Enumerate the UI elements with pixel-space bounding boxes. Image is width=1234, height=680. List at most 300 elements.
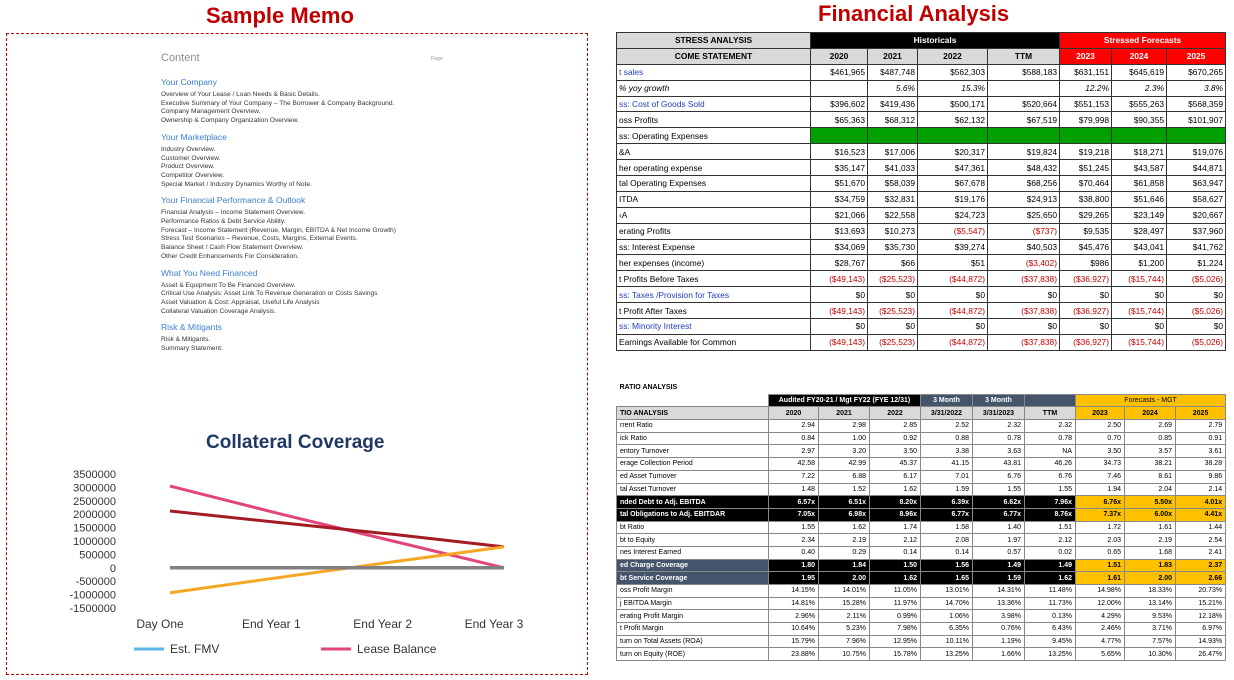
x-tick-label: End Year 3 xyxy=(464,617,524,631)
ratio-cell: 18.33% xyxy=(1125,585,1176,598)
stress-cell: $58,627 xyxy=(1167,191,1226,207)
memo-item: Competitor Overview. xyxy=(161,171,225,179)
stress-cell: $66 xyxy=(868,255,918,271)
stress-row xyxy=(617,160,1226,176)
stress-cell: $0 xyxy=(1167,319,1226,335)
stress-row xyxy=(617,207,1226,223)
stress-row-label: t Profits Before Taxes xyxy=(617,271,811,287)
ratio-cell: 0.99% xyxy=(870,610,921,623)
ratio-title-row xyxy=(617,382,1226,394)
ratio-cell: 0.65 xyxy=(1076,546,1125,559)
stress-cell: $20,667 xyxy=(1167,207,1226,223)
stress-cell: $32,831 xyxy=(868,191,918,207)
ratio-cell: 2.12 xyxy=(1025,534,1076,547)
ratio-cell: 13.01% xyxy=(921,585,973,598)
ratio-row xyxy=(617,445,1226,458)
stress-cell: ($37,838) xyxy=(988,334,1060,350)
stress-cell xyxy=(988,128,1060,144)
y-tick-label: 3500000 xyxy=(73,469,116,481)
stress-cell: ($36,927) xyxy=(1060,271,1112,287)
stress-cell: $28,767 xyxy=(811,255,868,271)
stress-cell: ($15,744) xyxy=(1112,271,1167,287)
ratio-cell: 6.17 xyxy=(870,470,921,483)
stress-cell: $0 xyxy=(1112,287,1167,303)
ratio-cell: 4.01x xyxy=(1176,496,1226,509)
ratio-row xyxy=(617,585,1226,598)
stress-cell: $0 xyxy=(811,287,868,303)
y-tick-label: -1000000 xyxy=(69,589,116,602)
ratio-cell: 0.76% xyxy=(973,623,1025,636)
ratio-col-header: 2022 xyxy=(870,407,921,420)
stress-cell: $70,464 xyxy=(1060,176,1112,192)
ratio-row-label: turn on Equity (ROE) xyxy=(617,648,769,661)
stress-row xyxy=(617,80,1226,96)
stress-cell: $670,265 xyxy=(1167,64,1226,80)
memo-section xyxy=(161,322,457,353)
memo-section xyxy=(161,77,457,126)
sample-memo-title: Sample Memo xyxy=(206,3,354,28)
ratio-col-header: 2025 xyxy=(1176,407,1226,420)
ratio-cell: 11.73% xyxy=(1025,597,1076,610)
memo-item: Stress Test Scenarios – Revenue, Costs, Margins, External Events. xyxy=(161,235,358,243)
ratio-cell: 1.06% xyxy=(921,610,973,623)
stress-cell xyxy=(1060,128,1112,144)
stress-row-label: ss: Minority Interest xyxy=(617,319,811,335)
ratio-row-label: ed Asset Turnover xyxy=(617,470,769,483)
stress-cell: $28,497 xyxy=(1112,223,1167,239)
stress-row-label: t sales xyxy=(617,64,811,80)
stress-cell: $588,183 xyxy=(988,64,1060,80)
ratio-cell: 15.79% xyxy=(769,635,819,648)
stress-cell: $35,730 xyxy=(868,239,918,255)
ratio-cell: 1.51 xyxy=(1076,559,1125,572)
memo-item: Company Management Overview. xyxy=(161,108,261,116)
ratio-cell: 0.29 xyxy=(819,546,870,559)
stress-year-header: TTM xyxy=(988,48,1060,64)
stress-cell: $20,317 xyxy=(918,144,988,160)
ratio-row-label: bt to Equity xyxy=(617,534,769,547)
stress-cell: $47,361 xyxy=(918,160,988,176)
stress-row-label: t Profit After Taxes xyxy=(617,303,811,319)
ratio-row xyxy=(617,521,1226,534)
ratio-cell: 2.00 xyxy=(1125,572,1176,585)
stress-cell: 2.3% xyxy=(1112,80,1167,96)
ratio-analysis-table xyxy=(616,382,1226,661)
stress-cell: ($49,143) xyxy=(811,271,868,287)
stress-cell: $58,039 xyxy=(868,176,918,192)
ratio-cell: 10.11% xyxy=(921,635,973,648)
stress-row-label: ss: Taxes /Provision for Taxes xyxy=(617,287,811,303)
stress-row xyxy=(617,112,1226,128)
ratio-cell: 13.14% xyxy=(1125,597,1176,610)
ratio-cell: 14.98% xyxy=(1076,585,1125,598)
ratio-cell: 0.92 xyxy=(870,432,921,445)
ratio-cell: 45.37 xyxy=(870,458,921,471)
series-line xyxy=(170,511,504,547)
stress-cell: ($49,143) xyxy=(811,334,868,350)
ratio-title: RATIO ANALYSIS xyxy=(619,384,678,392)
ratio-cell: 9.45% xyxy=(1025,635,1076,648)
stress-cell: $10,273 xyxy=(868,223,918,239)
ratio-cell: 10.75% xyxy=(819,648,870,661)
stress-row xyxy=(617,334,1226,350)
memo-item: Critical Use Analysis: Asset Link To Revenue Generation or Costs Savings xyxy=(161,290,378,298)
ratio-row xyxy=(617,635,1226,648)
ratio-cell: 12.18% xyxy=(1176,610,1226,623)
ratio-row xyxy=(617,648,1226,661)
ratio-row xyxy=(617,483,1226,496)
ratio-cell: 0.40 xyxy=(769,546,819,559)
ratio-cell: 1.49 xyxy=(973,559,1025,572)
stress-cell: $19,076 xyxy=(1167,144,1226,160)
stress-year-header: 2024 xyxy=(1112,48,1167,64)
stress-cell: $461,965 xyxy=(811,64,868,80)
ratio-cell: 6.62x xyxy=(973,496,1025,509)
ratio-cell: 6.76x xyxy=(1076,496,1125,509)
stress-cell: $41,762 xyxy=(1167,239,1226,255)
ratio-cell: 12.00% xyxy=(1076,597,1125,610)
memo-item: Ownership & Company Organization Overview. xyxy=(161,117,299,125)
ratio-cell: 7.37x xyxy=(1076,508,1125,521)
stress-cell: ($15,744) xyxy=(1112,303,1167,319)
stress-row xyxy=(617,128,1226,144)
y-tick-label: 0 xyxy=(109,562,116,575)
stress-row xyxy=(617,64,1226,80)
ratio-cell: 14.01% xyxy=(819,585,870,598)
ratio-row-label: j EBITDA Margin xyxy=(617,597,769,610)
ratio-cell: 11.48% xyxy=(1025,585,1076,598)
stress-cell: $51,670 xyxy=(811,176,868,192)
ratio-row xyxy=(617,623,1226,636)
ratio-cell: 2.11% xyxy=(819,610,870,623)
stress-cell: $61,858 xyxy=(1112,176,1167,192)
stress-cell: $562,303 xyxy=(918,64,988,80)
ratio-cell: 2.04 xyxy=(1125,483,1176,496)
memo-section-heading: Your Company xyxy=(161,77,217,87)
collateral-coverage-chart xyxy=(64,466,584,666)
ratio-cell: 6.77x xyxy=(973,508,1025,521)
ratio-col-header: 2021 xyxy=(819,407,870,420)
ratio-cell: 2.52 xyxy=(921,420,973,433)
ratio-cell: 12.95% xyxy=(870,635,921,648)
stress-cell: $39,274 xyxy=(918,239,988,255)
ratio-cell: 1.50 xyxy=(870,559,921,572)
ratio-cell: 43.81 xyxy=(973,458,1025,471)
ratio-cell: 1.62 xyxy=(870,572,921,585)
stress-row-label: her expenses (income) xyxy=(617,255,811,271)
ratio-cell: 1.49 xyxy=(1025,559,1076,572)
financial-analysis-title: Financial Analysis xyxy=(818,1,1010,26)
stress-cell: $65,363 xyxy=(811,112,868,128)
ratio-cell: 13.25% xyxy=(1025,648,1076,661)
stress-cell: ($25,523) xyxy=(868,303,918,319)
memo-item: Special Market / Industry Dynamics Worthy of Note. xyxy=(161,180,312,188)
ratio-cell: 6.57x xyxy=(769,496,819,509)
stress-cell: $0 xyxy=(811,319,868,335)
ratio-cell: 1.84 xyxy=(819,559,870,572)
ratio-row xyxy=(617,610,1226,623)
ratio-cell: 0.78 xyxy=(1025,432,1076,445)
ratio-row xyxy=(617,572,1226,585)
stress-cell: $37,960 xyxy=(1167,223,1226,239)
ratio-cell: 1.58 xyxy=(921,521,973,534)
stress-cell: ($44,872) xyxy=(918,334,988,350)
stress-cell: ($36,927) xyxy=(1060,334,1112,350)
ratio-cell: 38.28 xyxy=(1176,458,1226,471)
stress-row xyxy=(617,191,1226,207)
stress-row xyxy=(617,287,1226,303)
ratio-cell: 2.46% xyxy=(1076,623,1125,636)
ratio-cell: 1.83 xyxy=(1125,559,1176,572)
stress-cell: $0 xyxy=(1112,319,1167,335)
ratio-cell: 2.85 xyxy=(870,420,921,433)
ratio-row xyxy=(617,559,1226,572)
ratio-cell: 3.63 xyxy=(973,445,1025,458)
stress-row-label: oss Profits xyxy=(617,112,811,128)
ratio-cell: 11.97% xyxy=(870,597,921,610)
ratio-cell: 2.96% xyxy=(769,610,819,623)
ratio-cell: 6.43% xyxy=(1025,623,1076,636)
stress-cell: 5.6% xyxy=(868,80,918,96)
page-mark: Page xyxy=(431,56,443,62)
ratio-cell: 4.77% xyxy=(1076,635,1125,648)
stress-cell xyxy=(811,80,868,96)
ratio-cell: 6.76 xyxy=(1025,470,1076,483)
ratio-cell: 4.29% xyxy=(1076,610,1125,623)
audited-header: Audited FY20-21 / Mgt FY22 (FYE 12/31) xyxy=(769,394,921,407)
ratio-cell: 2.19 xyxy=(819,534,870,547)
stress-cell: $35,147 xyxy=(811,160,868,176)
y-tick-label: 500000 xyxy=(79,549,116,562)
stress-cell: ($44,872) xyxy=(918,303,988,319)
stress-cell: $0 xyxy=(1167,287,1226,303)
ratio-cell: 0.85 xyxy=(1125,432,1176,445)
ratio-cell: 2.32 xyxy=(1025,420,1076,433)
ratio-cell: 2.98 xyxy=(819,420,870,433)
stress-cell: ($15,744) xyxy=(1112,334,1167,350)
ratio-row-label: bt Service Coverage xyxy=(617,572,769,585)
stress-cell: 3.8% xyxy=(1167,80,1226,96)
ratio-cell: 5.23% xyxy=(819,623,870,636)
stress-cell xyxy=(1112,128,1167,144)
ratio-col-header: 3/31/2022 xyxy=(921,407,973,420)
ratio-cell: 1.40 xyxy=(973,521,1025,534)
ratio-cell: 14.70% xyxy=(921,597,973,610)
stress-cell: $90,355 xyxy=(1112,112,1167,128)
stress-cell: $0 xyxy=(868,287,918,303)
ratio-row xyxy=(617,508,1226,521)
memo-section-heading: Your Marketplace xyxy=(161,131,227,142)
ratio-cell: 6.00x xyxy=(1125,508,1176,521)
ratio-cell: 2.97 xyxy=(769,445,819,458)
stress-cell: $631,151 xyxy=(1060,64,1112,80)
ratio-cell: 41.15 xyxy=(921,458,973,471)
stress-row xyxy=(617,303,1226,319)
ratio-cell: 7.05x xyxy=(769,508,819,521)
income-statement-label: COME STATEMENT xyxy=(617,48,811,64)
ratio-cell: 2.08 xyxy=(921,534,973,547)
ratio-col-header: 2020 xyxy=(769,407,819,420)
ratio-row-label: turn on Total Assets (ROA) xyxy=(617,635,769,648)
stress-cell: $34,069 xyxy=(811,239,868,255)
ratio-cell: 15.21% xyxy=(1176,597,1226,610)
ratio-cell: 0.02 xyxy=(1025,546,1076,559)
ratio-cell: 6.77x xyxy=(921,508,973,521)
ratio-cell: 15.28% xyxy=(819,597,870,610)
stress-cell: $0 xyxy=(1060,287,1112,303)
ratio-col-header: 2023 xyxy=(1076,407,1125,420)
ratio-cell: 2.14 xyxy=(1176,483,1226,496)
stress-cell: $62,132 xyxy=(918,112,988,128)
stress-row xyxy=(617,319,1226,335)
ratio-row-label: nes Interest Earned xyxy=(617,546,769,559)
stressed-forecasts-header: Stressed Forecasts xyxy=(1060,33,1226,49)
stress-analysis-table xyxy=(616,32,1226,351)
stress-cell xyxy=(988,80,1060,96)
ratio-cell: 2.41 xyxy=(1176,546,1226,559)
stress-cell: $68,312 xyxy=(868,112,918,128)
stress-row xyxy=(617,144,1226,160)
ratio-cell: 2.32 xyxy=(973,420,1025,433)
y-tick-label: -500000 xyxy=(75,576,116,589)
ratio-cell: 38.21 xyxy=(1125,458,1176,471)
ratio-cell: 2.79 xyxy=(1176,420,1226,433)
stress-cell: $43,041 xyxy=(1112,239,1167,255)
ratio-cell: 1.55 xyxy=(769,521,819,534)
stress-row xyxy=(617,176,1226,192)
ratio-cell: 1.19% xyxy=(973,635,1025,648)
stress-year-header: 2021 xyxy=(868,48,918,64)
ratio-cell: 1.62 xyxy=(819,521,870,534)
ratio-cell: 0.57 xyxy=(973,546,1025,559)
legend-label: Lease Balance xyxy=(357,642,437,656)
stress-row-label: tal Operating Expenses xyxy=(617,176,811,192)
ratio-cell: 13.36% xyxy=(973,597,1025,610)
stress-body xyxy=(617,64,1226,350)
ratio-column-row xyxy=(617,407,1226,420)
ratio-cell: 2.94 xyxy=(769,420,819,433)
stress-cell: $41,033 xyxy=(868,160,918,176)
stress-cell: $22,558 xyxy=(868,207,918,223)
stress-cell xyxy=(1167,128,1226,144)
ratio-cell: 1.55 xyxy=(973,483,1025,496)
memo-section xyxy=(161,268,457,317)
ratio-row-label: entory Turnover xyxy=(617,445,769,458)
ratio-cell: 5.65% xyxy=(1076,648,1125,661)
stress-cell: $25,650 xyxy=(988,207,1060,223)
stress-header-row-1 xyxy=(617,33,1226,49)
stress-cell: $551,153 xyxy=(1060,96,1112,112)
ratio-cell: 1.51 xyxy=(1025,521,1076,534)
ratio-cell: 7.57% xyxy=(1125,635,1176,648)
ratio-row-label: erage Collection Period xyxy=(617,458,769,471)
stress-row-label: ss: Operating Expenses xyxy=(617,128,811,144)
ratio-cell: 8.76x xyxy=(1025,508,1076,521)
ratio-cell: 1.48 xyxy=(769,483,819,496)
ratio-col-header: TTM xyxy=(1025,407,1076,420)
ratio-cell: 11.05% xyxy=(870,585,921,598)
memo-item: Summary Statement. xyxy=(161,345,223,353)
stress-cell: $45,476 xyxy=(1060,239,1112,255)
ratio-cell: 1.94 xyxy=(1076,483,1125,496)
ratio-row-label: nded Debt to Adj. EBITDA xyxy=(617,496,769,509)
three-month-b-header: 3 Month xyxy=(973,394,1025,407)
stress-cell: ($3,402) xyxy=(988,255,1060,271)
ratio-cell: 2.66 xyxy=(1176,572,1226,585)
ratio-cell: 3.50 xyxy=(870,445,921,458)
stress-cell: $16,523 xyxy=(811,144,868,160)
y-tick-label: 3000000 xyxy=(73,482,116,495)
stress-cell: $396,602 xyxy=(811,96,868,112)
ratio-cell: 2.69 xyxy=(1125,420,1176,433)
ratio-cell: 1.55 xyxy=(1025,483,1076,496)
forecasts-mgt-header: Forecasts - MGT xyxy=(1076,394,1226,407)
stress-row-label: % yoy growth xyxy=(617,80,811,96)
stress-cell: $51,245 xyxy=(1060,160,1112,176)
stress-cell: $986 xyxy=(1060,255,1112,271)
stress-row-label: &A xyxy=(617,144,811,160)
stress-cell: $67,519 xyxy=(988,112,1060,128)
ratio-cell: 20.73% xyxy=(1176,585,1226,598)
stress-cell: $9,535 xyxy=(1060,223,1112,239)
ratio-cell: 1.44 xyxy=(1176,521,1226,534)
stress-cell: $34,759 xyxy=(811,191,868,207)
y-tick-label: 1000000 xyxy=(73,536,116,548)
stress-cell: $38,800 xyxy=(1060,191,1112,207)
stress-cell xyxy=(811,128,868,144)
ratio-group-row xyxy=(617,394,1226,407)
ratio-cell: 14.81% xyxy=(769,597,819,610)
ratio-cell: 1.59 xyxy=(921,483,973,496)
ratio-cell: 2.00 xyxy=(819,572,870,585)
ratio-cell: 7.01 xyxy=(921,470,973,483)
ratio-cell: 8.96x xyxy=(870,508,921,521)
stress-cell: $0 xyxy=(988,319,1060,335)
stress-row xyxy=(617,223,1226,239)
ratio-cell: 42.58 xyxy=(769,458,819,471)
ratio-cell: 8.61 xyxy=(1125,470,1176,483)
memo-sections xyxy=(157,77,457,354)
three-month-a-header: 3 Month xyxy=(921,394,973,407)
ratio-cell: 0.14 xyxy=(921,546,973,559)
ratio-cell: 0.14 xyxy=(870,546,921,559)
stress-cell: $24,913 xyxy=(988,191,1060,207)
stress-cell: $645,619 xyxy=(1112,64,1167,80)
ratio-cell: 1.00 xyxy=(819,432,870,445)
ratio-cell: 42.99 xyxy=(819,458,870,471)
stress-cell: ($25,523) xyxy=(868,334,918,350)
ratio-cell: 10.30% xyxy=(1125,648,1176,661)
ratio-cell: 1.65 xyxy=(921,572,973,585)
stress-cell xyxy=(918,128,988,144)
stress-cell: ($37,838) xyxy=(988,303,1060,319)
memo-item: Collateral Valuation Coverage Analysis. xyxy=(161,307,276,315)
stress-cell: $79,998 xyxy=(1060,112,1112,128)
stress-cell: $44,871 xyxy=(1167,160,1226,176)
stress-cell: $21,066 xyxy=(811,207,868,223)
contents-heading: Content xyxy=(161,52,200,64)
memo-item: Performance Ratios & Debt Service Ability. xyxy=(161,218,286,226)
stress-row-label: ITDA xyxy=(617,191,811,207)
stress-cell: ($49,143) xyxy=(811,303,868,319)
ratio-cell: 23.88% xyxy=(769,648,819,661)
stress-cell: $0 xyxy=(1060,319,1112,335)
ratio-row xyxy=(617,458,1226,471)
ratio-cell: 1.68 xyxy=(1125,546,1176,559)
ratio-cell: 1.61 xyxy=(1076,572,1125,585)
ratio-cell: 2.19 xyxy=(1125,534,1176,547)
stress-cell: $19,824 xyxy=(988,144,1060,160)
